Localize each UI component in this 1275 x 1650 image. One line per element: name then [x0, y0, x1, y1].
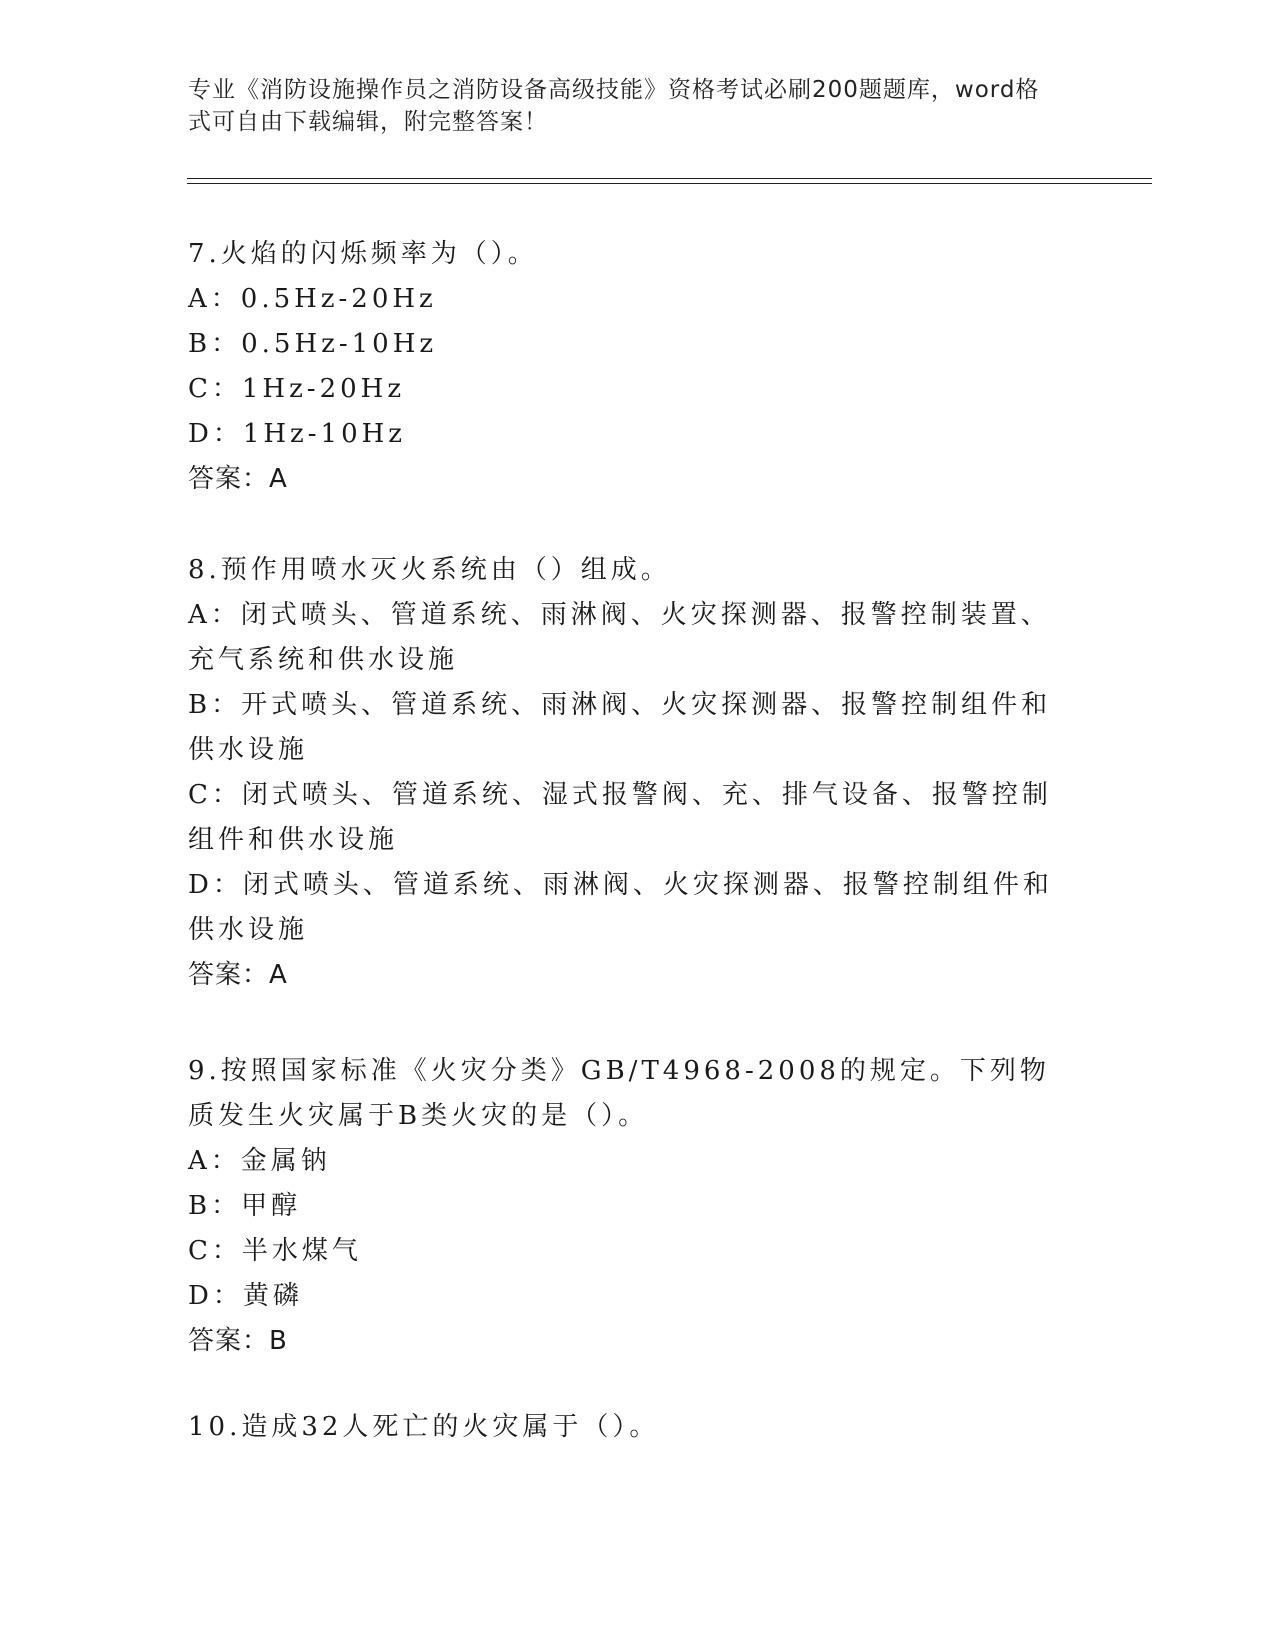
question-10: [188, 1405, 1088, 1450]
document-header: [188, 74, 1068, 138]
question-8: [188, 548, 1078, 998]
header-divider-top: [187, 178, 1152, 179]
question-9: [188, 1049, 1078, 1364]
question-7: [188, 232, 1088, 502]
header-line-1: 专业《消防设施操作员之消防设备高级技能》资格考试必刷200题题库，word格: [188, 77, 1040, 103]
option-b: B：甲醇: [188, 1191, 302, 1221]
option-a: A：金属钠: [188, 1146, 331, 1176]
option-d: D：黄磷: [188, 1281, 303, 1311]
answer-label: 答案：A: [188, 464, 288, 494]
question-stem: 9.按照国家标准《火灾分类》GB/T4968-2008的规定。下列物质发生火灾属于B类火灾的是（）。: [188, 1056, 1050, 1131]
header-divider-bottom: [187, 183, 1152, 184]
option-b: B：开式喷头、管道系统、雨淋阀、火灾探测器、报警控制组件和供水设施: [188, 690, 1052, 765]
option-a: A：0.5Hz-20Hz: [188, 284, 437, 314]
option-d: D：闭式喷头、管道系统、雨淋阀、火灾探测器、报警控制组件和供水设施: [188, 870, 1053, 945]
option-d: D：1Hz-10Hz: [188, 419, 407, 449]
option-c: C：半水煤气: [188, 1236, 362, 1266]
question-stem: 10.造成32人死亡的火灾属于（）。: [188, 1412, 660, 1442]
question-stem: 7.火焰的闪烁频率为（）。: [188, 239, 538, 269]
answer-label: 答案：A: [188, 960, 288, 990]
option-b: B：0.5Hz-10Hz: [188, 329, 438, 359]
option-c: C：闭式喷头、管道系统、湿式报警阀、充、排气设备、报警控制组件和供水设施: [188, 780, 1052, 855]
option-c: C：1Hz-20Hz: [188, 374, 406, 404]
header-line-2: 式可自由下载编辑，附完整答案！: [188, 109, 548, 135]
question-stem: 8.预作用喷水灭火系统由（）组成。: [188, 555, 671, 585]
answer-label: 答案：B: [188, 1326, 288, 1356]
option-a: A：闭式喷头、管道系统、雨淋阀、火灾探测器、报警控制装置、充气系统和供水设施: [188, 600, 1051, 675]
